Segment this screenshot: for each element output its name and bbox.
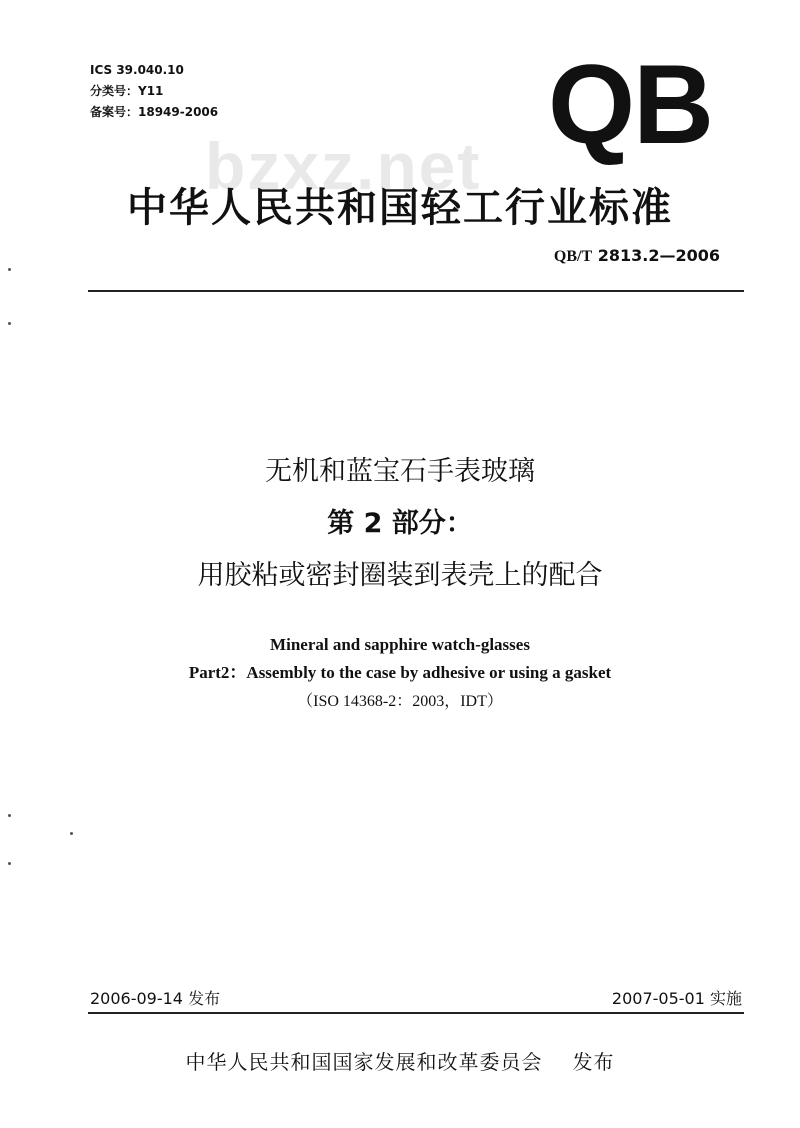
document-meta (90, 60, 218, 123)
document-title-line1: 无机和蓝宝石手表玻璃 (265, 456, 535, 487)
document-title-line3: 用胶粘或密封圈装到表壳上的配合 (197, 560, 603, 591)
qb-logo: QB (548, 42, 712, 167)
ics-code: ICS 39.040.10 (90, 63, 184, 77)
issue-date: 2006-09-14 发布 (90, 989, 221, 1008)
english-title-line2: Part2：Assembly to the case by adhesive or using a gasket (188, 663, 612, 682)
document-title-line2: 第 2 部分： (327, 508, 473, 539)
standard-title: 中华人民共和国轻工行业标准 (127, 185, 673, 231)
classification-code: 分类号：Y11 (90, 84, 164, 98)
english-title-line3: （ISO 14368-2：2003，IDT） (297, 693, 503, 710)
standard-number-prefix: QB/T (553, 248, 593, 265)
watermark: bzxz.net (205, 129, 482, 203)
scan-speck (8, 322, 11, 325)
issuer-line (0, 1046, 800, 1075)
issuer-name: 中华人民共和国国家发展和改革委员会 (185, 1050, 543, 1074)
english-title-line1: Mineral and sapphire watch-glasses (270, 635, 530, 654)
top-divider (88, 290, 744, 292)
bottom-divider (88, 1012, 744, 1014)
record-number: 备案号：18949-2006 (90, 105, 219, 119)
standard-number (554, 246, 720, 266)
issuer-action: 发布 (572, 1050, 615, 1074)
scan-speck (8, 862, 11, 865)
scan-speck (70, 832, 73, 835)
standard-number-value: 2813.2—2006 (592, 246, 720, 265)
scan-speck (8, 268, 11, 271)
effective-date: 2007-05-01 实施 (611, 989, 742, 1008)
scan-speck (8, 814, 11, 817)
